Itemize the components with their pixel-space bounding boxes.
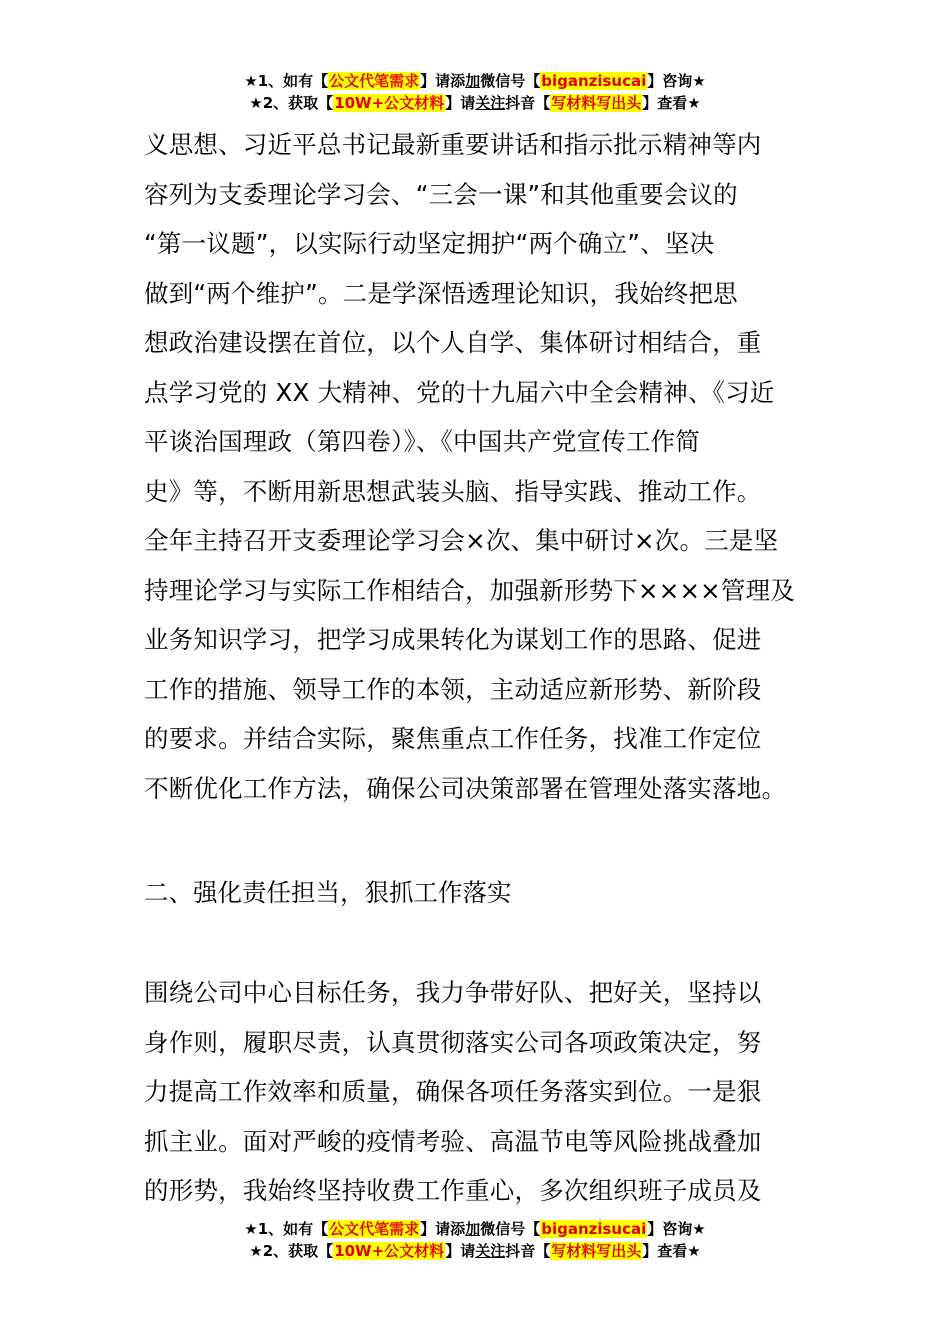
highlight-douyin-account: 写材料写出头 [551, 1242, 642, 1260]
text-line: 容列为支委理论学习会、“三会一课”和其他重要会议的 [144, 179, 738, 209]
header-banner [0, 70, 950, 114]
text-line: 义思想、习近平总书记最新重要讲话和指示批示精神等内 [144, 130, 762, 159]
text-line: 想政治建设摆在首位，以个人自学、集体研讨相结合，重 [144, 328, 762, 357]
text-line: 点学习党的 XX 大精神、党的十九届六中全会精神、《习近 [144, 377, 775, 407]
paragraph-2 [144, 968, 809, 1216]
banner-line-1: ★1、如有【公文代笔需求】请添加微信号【biganzisucai】咨询★ [244, 1220, 706, 1238]
highlight-service: 公文代笔需求 [329, 72, 420, 90]
footer-banner [0, 1218, 950, 1262]
text-line: 持理论学习与实际工作相结合，加强新形势下××××管理及 [144, 575, 796, 605]
highlight-materials: 10W+公文材料 [334, 94, 445, 112]
text-line: 抓主业。面对严峻的疫情考验、高温节电等风险挑战叠加 [144, 1126, 762, 1156]
highlight-service: 公文代笔需求 [329, 1220, 420, 1238]
banner-line-2: ★2、获取【10W+公文材料】请关注抖音【写材料写出头】查看★ [249, 1242, 701, 1260]
text-line: 的形势，我始终坚持收费工作重心，多次组织班子成员及 [144, 1176, 762, 1205]
section-heading: 二、强化责任担当，狠抓工作落实 [144, 878, 512, 907]
highlight-wechat-id: biganzisucai [541, 72, 647, 90]
text-line: 不断优化工作方法，确保公司决策部署在管理处落实落地。 [144, 773, 787, 803]
text-line: 工作的措施、领导工作的本领，主动适应新形势、新阶段 [144, 674, 762, 704]
text-line: 史》等，不断用新思想武装头脑、指导实践、推动工作。 [144, 476, 762, 506]
text-line: 全年主持召开支委理论学习会×次、集中研讨×次。三是坚 [144, 526, 779, 555]
text-line: 身作则，履职尽责，认真贯彻落实公司各项政策决定，努 [144, 1027, 762, 1057]
highlight-douyin-account: 写材料写出头 [551, 94, 642, 112]
banner-line-1: ★1、如有【公文代笔需求】请添加微信号【biganzisucai】咨询★ [244, 72, 706, 90]
text-line: 力提高工作效率和质量，确保各项任务落实到位。一是狠 [144, 1077, 762, 1106]
highlight-materials: 10W+公文材料 [334, 1242, 445, 1260]
text-line: “第一议题”，以实际行动坚定拥护“两个确立”、坚决 [144, 229, 715, 258]
text-line: 平谈治国理政（第四卷）》、《中国共产党宣传工作简 [144, 427, 701, 456]
text-line: 业务知识学习，把学习成果转化为谋划工作的思路、促进 [144, 625, 762, 654]
text-line: 做到“两个维护”。二是学深悟透理论知识，我始终把思 [144, 278, 738, 308]
paragraph-1 [144, 120, 809, 813]
text-line: 的要求。并结合实际，聚焦重点工作任务，找准工作定位 [144, 724, 762, 753]
highlight-wechat-id: biganzisucai [541, 1220, 647, 1238]
banner-line-2: ★2、获取【10W+公文材料】请关注抖音【写材料写出头】查看★ [249, 94, 701, 112]
text-line: 围绕公司中心目标任务，我力争带好队、把好关，坚持以 [144, 978, 762, 1007]
